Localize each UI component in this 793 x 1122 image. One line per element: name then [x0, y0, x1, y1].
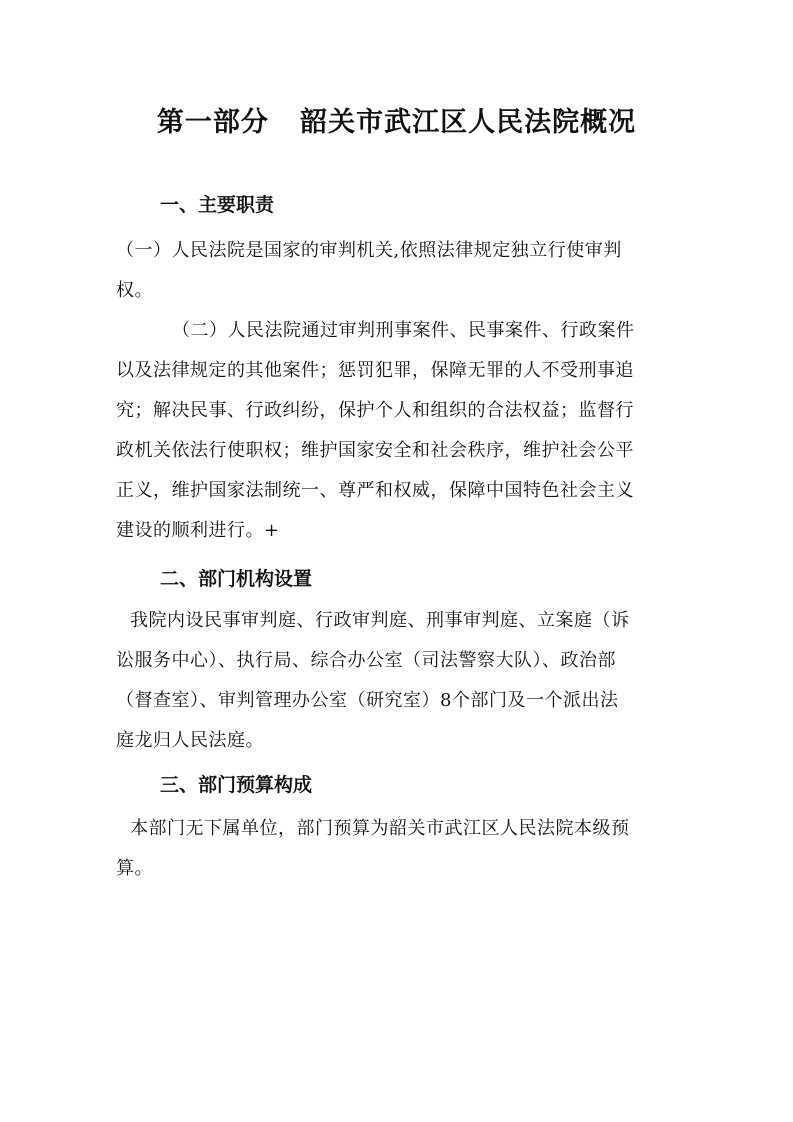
paragraph-line: 以及法律规定的其他案件；惩罚犯罪，保障无罪的人不受刑事追	[116, 360, 634, 381]
paragraph-line: 政机关依法行使职权；维护国家安全和社会秩序，维护社会公平	[116, 440, 634, 461]
paragraph-line: 究；解决民事、行政纠纷，保护个人和组织的合法权益；监督行	[116, 400, 634, 421]
paragraph-line: 权。	[116, 280, 153, 301]
paragraph-line: （二）人民法院通过审判刑事案件、民事案件、行政案件	[172, 320, 635, 341]
paragraph-line: 我院内设民事审判庭、行政审判庭、刑事审判庭、立案庭（诉	[130, 610, 630, 631]
paragraph-line: 本部门无下属单位，部门预算为韶关市武江区人民法院本级预	[130, 818, 630, 839]
paragraph-line: 讼服务中心）、执行局、综合办公室（司法警察大队）、政治部	[116, 650, 616, 671]
paragraph-line: 建设的顺利进行。+	[116, 520, 280, 541]
section-heading-department-structure: 二、部门机构设置	[160, 568, 313, 590]
section-heading-budget-composition: 三、部门预算构成	[160, 774, 313, 796]
paragraph-line: （一）人民法院是国家的审判机关,依照法律规定独立行使审判	[116, 240, 622, 261]
paragraph-line: 正义，维护国家法制统一、尊严和权威，保障中国特色社会主义	[116, 480, 634, 501]
paragraph-line: （督查室）、审判管理办公室（研究室）8个部门及一个派出法	[116, 690, 619, 711]
section-heading-main-duties: 一、主要职责	[160, 194, 275, 216]
paragraph-line: 庭龙归人民法庭。	[116, 730, 264, 751]
paragraph-line: 算。	[116, 858, 153, 879]
page-title: 第一部分 韶关市武江区人民法院概况	[156, 107, 637, 138]
